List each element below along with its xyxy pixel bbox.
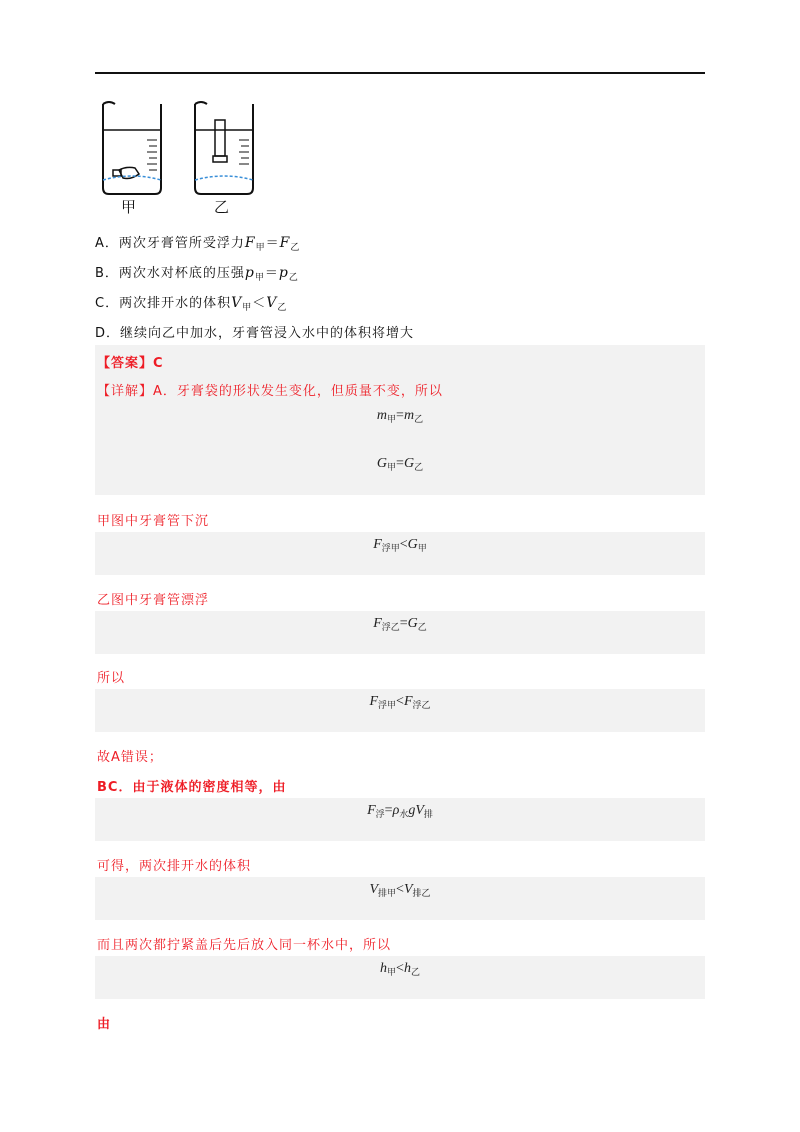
option-b-text: B．两次水对杯底的压强 <box>95 266 245 281</box>
formula-var: F <box>244 235 256 251</box>
formula-sub: 甲 <box>242 303 253 313</box>
beaker-jia <box>103 102 161 194</box>
equation-float: $F_{浮乙}=G_乙$ <box>373 616 427 632</box>
formula-sub: 甲 <box>254 273 265 283</box>
figure-label-yi: 乙 <box>214 198 230 216</box>
formula-op: ＜ <box>252 296 267 311</box>
option-a <box>95 232 300 253</box>
line-cap: 而且两次都拧紧盖后先后放入同一杯水中，所以 <box>97 938 392 953</box>
option-a-text: A．两次牙膏管所受浮力 <box>95 236 245 251</box>
formula-sub: 乙 <box>277 303 288 313</box>
formula-op: ＝ <box>264 266 279 281</box>
equation-volume: $V_{排甲}<V_{排乙}$ <box>369 882 431 898</box>
formula-var: F <box>279 235 291 251</box>
line-volume: 可得，两次排开水的体积 <box>97 859 252 874</box>
formula-sub: 乙 <box>288 273 299 283</box>
formula-var: p <box>278 265 289 281</box>
line-sink: 甲图中牙膏管下沉 <box>97 514 210 529</box>
line-a-wrong: 故A错误； <box>97 750 163 765</box>
answer-label: 【答案】C <box>97 356 164 371</box>
equation-buoyancy-compare: $F_{浮甲}<F_{浮乙}$ <box>369 694 431 710</box>
formula-var: p <box>244 265 255 281</box>
formula-var: V <box>231 295 243 311</box>
top-rule <box>95 72 705 74</box>
formula-sub: 乙 <box>290 243 301 253</box>
line-float: 乙图中牙膏管漂浮 <box>97 593 210 608</box>
formula-op: ＝ <box>265 236 280 251</box>
equation-mass: $m_甲=m_乙$ <box>376 408 424 424</box>
formula-sub: 甲 <box>255 243 266 253</box>
option-d: D．继续向乙中加水，牙膏管浸入水中的体积将增大 <box>95 326 415 341</box>
line-bc: BC．由于液体的密度相等，由 <box>97 780 287 795</box>
equation-sink: $F_{浮甲}<G_甲$ <box>373 537 427 553</box>
equation-archimedes: $F_浮=\rho_水gV_排$ <box>367 803 433 819</box>
option-c-text: C．两次排开水的体积 <box>95 296 232 311</box>
option-b <box>95 262 299 283</box>
beaker-yi <box>195 102 253 194</box>
line-by: 由 <box>97 1017 112 1032</box>
option-c <box>95 292 287 313</box>
figure-label-jia: 甲 <box>121 198 137 216</box>
detail-label: 【详解】A．牙膏袋的形状发生变化，但质量不变，所以 <box>97 384 443 399</box>
formula-var: V <box>266 295 278 311</box>
equation-weight: $G_甲=G_乙$ <box>376 456 424 472</box>
equation-height: $h_甲<h_乙$ <box>380 961 420 977</box>
line-so-1: 所以 <box>97 671 126 686</box>
